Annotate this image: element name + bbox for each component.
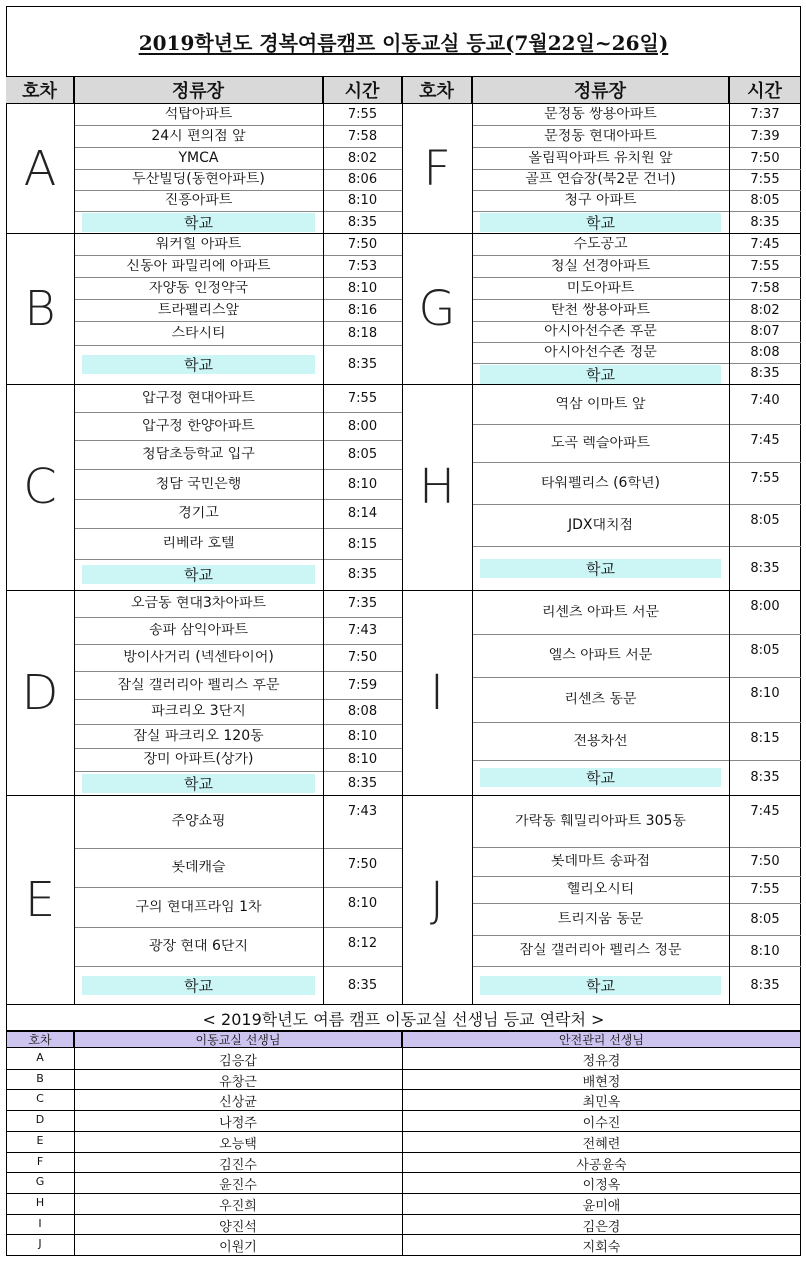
contact-row-line	[6, 1089, 801, 1090]
row-divider	[74, 848, 402, 849]
row-divider	[74, 617, 402, 618]
column-line	[402, 77, 403, 1004]
contact-teacher: 나정주	[219, 1116, 257, 1132]
contact-bus: H	[35, 1195, 45, 1209]
stop-time: 7:45	[750, 804, 780, 819]
header-stop: 정류장	[472, 77, 729, 104]
contact-bus: C	[36, 1092, 44, 1106]
school-time: 8:35	[347, 567, 378, 582]
stop-time: 8:06	[347, 172, 378, 187]
stop-name: 24시 편의점 앞	[151, 128, 246, 143]
stop-name: 타워펠리스 (6학년)	[541, 475, 660, 490]
row-divider	[74, 699, 402, 700]
stop-time: 8:10	[347, 193, 378, 208]
stop-time: 8:10	[347, 752, 378, 767]
stop-time: 8:10	[347, 476, 378, 492]
contacts-header-safety: 안전관리 선생님	[402, 1031, 801, 1048]
stop-time: 7:50	[750, 854, 780, 869]
stop-name: 롯데마트 송파점	[550, 854, 651, 868]
row-divider	[472, 190, 801, 191]
school-label: 학교	[480, 559, 721, 578]
bus-letter: A	[23, 140, 57, 197]
stop-name: 트라펠리스앞	[157, 302, 240, 317]
row-divider	[74, 966, 402, 967]
contact-bus: B	[36, 1071, 44, 1085]
school-time: 8:35	[750, 560, 780, 576]
stop-name: 워커힐 아파트	[155, 236, 242, 251]
row-divider	[74, 671, 402, 672]
row-divider	[472, 634, 801, 635]
stop-name: 역삼 이마트 앞	[555, 396, 646, 411]
stop-name: 가락동 훼밀리아파트 305동	[515, 813, 686, 828]
contact-teacher: 김진수	[219, 1157, 257, 1173]
row-divider	[472, 125, 801, 126]
stop-time: 7:50	[347, 650, 378, 665]
row-divider	[74, 169, 402, 170]
block-divider	[6, 1004, 402, 1005]
contact-row-line	[6, 1172, 801, 1173]
contact-teacher: 김응갑	[219, 1054, 257, 1069]
header-stop: 정류장	[74, 77, 323, 104]
contact-teacher: 윤진수	[219, 1178, 257, 1194]
school-time: 8:35	[750, 214, 780, 230]
row-divider	[74, 644, 402, 645]
stop-time: 7:55	[347, 390, 378, 406]
contact-row-line	[6, 1255, 801, 1256]
row-divider	[472, 321, 801, 322]
row-divider	[74, 321, 402, 322]
stop-time: 8:05	[347, 447, 378, 462]
row-divider	[74, 887, 402, 888]
row-divider	[472, 299, 801, 300]
stop-time: 8:10	[750, 686, 780, 701]
stop-time: 8:14	[347, 506, 378, 521]
school-time: 8:35	[347, 214, 378, 230]
stop-name: 신동아 파밀리에 아파트	[126, 258, 271, 273]
row-divider	[472, 424, 801, 425]
stop-name: 스타시티	[171, 325, 226, 340]
stop-name: 트리지움 동문	[557, 911, 644, 926]
stop-name: 리센츠 동문	[564, 692, 637, 706]
stop-time: 7:50	[347, 236, 378, 252]
stop-time: 8:18	[347, 325, 378, 341]
stop-name: 엘스 아파트 서문	[548, 648, 653, 662]
stop-time: 7:55	[750, 882, 780, 897]
header-time: 시간	[729, 77, 801, 104]
stop-name: 올림픽아파트 유치원 앞	[528, 150, 673, 165]
row-divider	[472, 147, 801, 148]
stop-name: 아시아선수촌 후문	[544, 324, 657, 338]
school-label: 학교	[480, 213, 721, 232]
row-divider	[472, 277, 801, 278]
stop-time: 7:43	[347, 804, 378, 819]
block-divider	[402, 1004, 801, 1005]
bus-letter: J	[429, 871, 445, 928]
contact-column-line	[402, 1048, 403, 1255]
contact-row-line	[6, 1214, 801, 1215]
stop-time: 8:16	[347, 302, 378, 318]
row-divider	[74, 499, 402, 500]
stop-name: 구의 현대프라임 1차	[135, 899, 262, 914]
stop-time: 7:58	[750, 280, 780, 296]
bus-letter: D	[21, 664, 59, 721]
stop-time: 8:07	[750, 324, 780, 339]
stop-time: 7:50	[347, 857, 378, 872]
contact-safety: 이수진	[582, 1116, 621, 1132]
stop-time: 7:50	[750, 150, 780, 166]
stop-name: 미도아파트	[566, 280, 635, 295]
stop-name: 주양쇼핑	[171, 814, 226, 828]
stop-name: 리센츠 아파트 서문	[541, 604, 660, 619]
stop-time: 7:45	[750, 433, 780, 448]
column-line	[729, 77, 730, 1004]
stop-time: 8:10	[750, 944, 780, 959]
row-divider	[472, 847, 801, 848]
stop-time: 7:45	[750, 236, 780, 252]
stop-time: 7:43	[347, 623, 378, 638]
contact-bus: G	[35, 1175, 45, 1189]
row-divider	[472, 722, 801, 723]
school-time: 8:35	[347, 357, 378, 372]
contact-teacher: 신상균	[219, 1095, 257, 1111]
row-divider	[472, 462, 801, 463]
stop-name: 자양동 인정약국	[148, 280, 249, 295]
school-label: 학교	[82, 976, 315, 995]
stop-time: 7:40	[750, 393, 780, 408]
stop-name: 잠실 파크리오 120동	[133, 728, 264, 743]
stop-name: 전용차선	[573, 733, 628, 748]
contact-row-line	[6, 1110, 801, 1111]
stop-name: 롯데캐슬	[171, 860, 226, 874]
row-divider	[472, 903, 801, 904]
stop-name: 문정동 쌍용아파트	[544, 107, 657, 121]
stop-time: 8:15	[347, 537, 378, 552]
contact-row-line	[6, 1069, 801, 1070]
school-time: 8:35	[347, 977, 378, 993]
row-divider	[74, 345, 402, 346]
stop-time: 8:05	[750, 912, 780, 927]
row-divider	[472, 760, 801, 761]
row-divider	[74, 559, 402, 560]
row-divider	[74, 927, 402, 928]
stop-name: 장미 아파트(상가)	[143, 752, 254, 766]
contact-safety: 최민옥	[582, 1095, 621, 1111]
contact-bus: D	[35, 1113, 45, 1127]
header-bus: 호차	[402, 77, 472, 104]
contact-teacher: 오능택	[219, 1136, 257, 1152]
stop-time: 8:05	[750, 643, 780, 658]
stop-name: 광장 현대 6단지	[149, 939, 248, 953]
bus-letter: E	[24, 871, 56, 928]
row-divider	[74, 412, 402, 413]
row-divider	[74, 748, 402, 749]
header-time: 시간	[323, 77, 402, 104]
stop-name: 수도공고	[573, 236, 628, 251]
row-divider	[74, 211, 402, 212]
school-label: 학교	[82, 213, 315, 232]
row-divider	[472, 546, 801, 547]
stop-time: 8:12	[347, 936, 378, 951]
contact-row-line	[6, 1193, 801, 1194]
contact-column-line	[74, 1048, 75, 1255]
stop-name: 파크리오 3단지	[151, 704, 246, 718]
row-divider	[472, 363, 801, 364]
stop-time: 8:10	[347, 896, 378, 911]
stop-time: 8:00	[750, 599, 780, 614]
row-divider	[74, 724, 402, 725]
stop-time: 8:15	[750, 731, 780, 746]
stop-time: 8:05	[750, 193, 780, 208]
stop-name: 석탑아파트	[164, 107, 233, 121]
stop-time: 8:02	[347, 150, 378, 166]
school-label: 학교	[480, 768, 721, 787]
stop-time: 8:10	[347, 728, 378, 744]
contact-row-line	[6, 1234, 801, 1235]
row-divider	[472, 876, 801, 877]
stop-time: 7:55	[750, 471, 780, 486]
stop-name: 방이사거리 (넥센타이어)	[123, 650, 274, 664]
school-label: 학교	[82, 565, 315, 584]
school-time: 8:35	[750, 366, 780, 381]
bus-letter: B	[24, 280, 56, 337]
row-divider	[74, 190, 402, 191]
schedule-sheet	[6, 6, 801, 1256]
school-time: 8:35	[750, 977, 780, 993]
contact-safety: 지회숙	[582, 1240, 621, 1256]
row-divider	[74, 528, 402, 529]
stop-name: 잠실 갤러리아 펠리스 정문	[519, 943, 682, 957]
contact-safety: 윤미애	[582, 1198, 621, 1214]
bus-letter: H	[418, 459, 456, 515]
bus-letter: C	[23, 459, 57, 515]
stop-name: 청담초등학교 입구	[142, 447, 255, 461]
row-divider	[472, 169, 801, 170]
header-bus: 호차	[6, 77, 74, 104]
stop-name: 헬리오시티	[566, 882, 635, 896]
contact-teacher: 우진희	[219, 1198, 257, 1214]
school-label: 학교	[82, 774, 315, 793]
row-divider	[472, 342, 801, 343]
stop-name: 아시아선수촌 정문	[544, 345, 657, 359]
stop-name: 진흥아파트	[164, 193, 233, 207]
stop-time: 7:39	[750, 128, 780, 144]
row-divider	[472, 935, 801, 936]
stop-name: 도곡 렉슬아파트	[550, 435, 651, 450]
stop-name: 송파 삼익아파트	[148, 623, 249, 637]
contact-bus: A	[36, 1051, 44, 1064]
contact-row-line	[6, 1131, 801, 1132]
row-divider	[74, 440, 402, 441]
contact-row-line	[6, 1152, 801, 1153]
contacts-header-bus: 호차	[6, 1031, 74, 1048]
stop-name: 탄천 쌍용아파트	[550, 302, 651, 317]
stop-time: 8:00	[347, 418, 378, 434]
contact-bus: I	[38, 1216, 42, 1230]
bus-letter: F	[423, 140, 451, 197]
contact-safety: 전혜련	[582, 1136, 621, 1152]
school-time: 8:35	[750, 770, 780, 785]
row-divider	[74, 771, 402, 772]
school-time: 8:35	[347, 775, 378, 791]
contact-safety: 사공윤숙	[576, 1157, 627, 1173]
stop-time: 7:55	[347, 107, 378, 122]
row-divider	[472, 677, 801, 678]
school-label: 학교	[480, 365, 721, 384]
stop-time: 8:05	[750, 513, 780, 528]
row-divider	[472, 966, 801, 967]
contacts-header-teacher: 이동교실 선생님	[74, 1031, 402, 1048]
contact-bus: E	[36, 1133, 44, 1147]
stop-name: 청담 국민은행	[155, 476, 242, 491]
stop-time: 7:58	[347, 128, 378, 144]
stop-name: 리베라 호텔	[162, 536, 235, 550]
stop-time: 7:59	[347, 677, 378, 693]
contacts-title: < 2019학년도 여름 캠프 이동교실 선생님 등교 연락처 >	[202, 1010, 605, 1029]
contact-safety: 배현정	[582, 1074, 621, 1090]
bus-letter: I	[429, 664, 445, 721]
stop-time: 7:37	[750, 107, 780, 122]
stop-time: 7:55	[750, 258, 780, 274]
stop-name: 두산빌딩(동현아파트)	[132, 172, 265, 186]
contact-safety: 이정옥	[582, 1178, 621, 1194]
stop-name: 잠실 갤러리아 펠리스 후문	[117, 677, 280, 692]
column-line	[323, 77, 324, 1004]
row-divider	[74, 125, 402, 126]
row-divider	[74, 469, 402, 470]
stop-time: 7:53	[347, 258, 378, 274]
contact-bus: F	[36, 1154, 44, 1168]
stop-name: 경기고	[178, 506, 219, 520]
stop-name: 압구정 현대아파트	[142, 390, 255, 405]
page-title	[6, 6, 801, 76]
stop-time: 7:35	[347, 596, 378, 611]
contact-teacher: 양진석	[219, 1219, 257, 1235]
stop-time: 8:10	[347, 280, 378, 296]
bus-letter: G	[418, 280, 456, 337]
row-divider	[74, 147, 402, 148]
row-divider	[74, 255, 402, 256]
row-divider	[74, 277, 402, 278]
stop-time: 8:02	[750, 302, 780, 318]
contact-bus: J	[38, 1237, 42, 1251]
contact-teacher: 이원기	[219, 1240, 257, 1256]
stop-time: 8:08	[347, 704, 378, 719]
row-divider	[472, 255, 801, 256]
column-line	[472, 77, 473, 1004]
contact-safety: 정유경	[582, 1054, 621, 1069]
contact-safety: 김은경	[582, 1219, 621, 1235]
column-line	[74, 77, 75, 1004]
stop-time: 7:55	[750, 172, 780, 187]
row-divider	[472, 211, 801, 212]
stop-name: YMCA	[178, 150, 219, 165]
title-text: 2019학년도 경복여름캠프 이동교실 등교(7월22일~26일)	[138, 30, 669, 55]
stop-time: 8:08	[750, 345, 780, 360]
stop-name: 오금동 현대3차아파트	[130, 596, 267, 610]
stop-name: 청실 선경아파트	[550, 258, 651, 273]
stop-name: 청구 아파트	[564, 193, 637, 207]
stop-name: 골프 연습장(북2문 건너)	[525, 172, 676, 186]
school-label: 학교	[480, 976, 721, 995]
school-label: 학교	[82, 355, 315, 374]
contact-teacher: 유창근	[219, 1074, 257, 1090]
row-divider	[74, 299, 402, 300]
stop-name: 압구정 한양아파트	[142, 418, 255, 433]
stop-name: JDX대치점	[567, 517, 634, 532]
stop-name: 문정동 현대아파트	[544, 128, 657, 143]
row-divider	[472, 504, 801, 505]
